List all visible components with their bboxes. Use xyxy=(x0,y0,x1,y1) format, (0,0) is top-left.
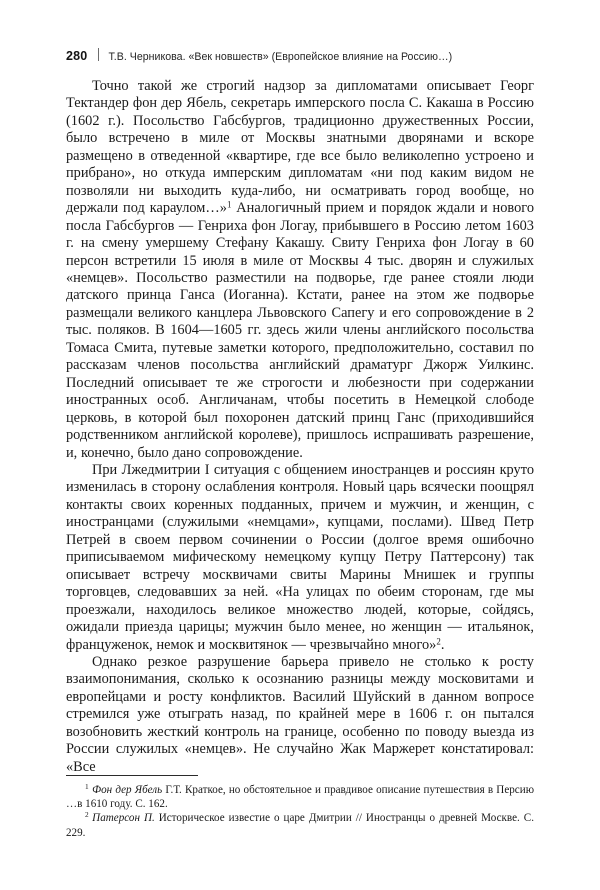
running-head xyxy=(66,47,536,63)
paragraph-1-lead: Точно такой же строгий надзор за дипломатами описывает Георг Тектандер фон дер Ябель, секретарь имперского посла С. Какаша в Россию (1602 г.). Посольство Габсбургов, традиционно дружественных России, было встречено в миле от Москвы знатными дворянами и вскоре размещено в отведенной «квартире, где все было великолепно устроено и прибрано», но откуда имперским дипломатам «ни под каким видом не позволяли ни выходить куда-либо, ни осматривать город вообще, но держали под караулом…» xyxy=(66,78,534,217)
running-head-title: Т.В. Черникова. «Век новшеств» (Европейское влияние на Россию…) xyxy=(108,51,453,63)
running-head-divider xyxy=(98,48,99,61)
footnote-2-number: 2 xyxy=(85,810,89,820)
paragraph-3-lead: Однако резкое разрушение барьера привело не столько к росту взаимопонимания, сколько к осознанию разницы между московитами и европейцами и росту конфликтов. Василий Шуйский в данном вопросе стремился уже отыграть назад, по крайней мере в 1606 г. он пытался возобновить жесткий контроль на границе, особенно по поводу выезда из России служилых «немцев». Не случайно Жак Маржерет констатировал: «Все xyxy=(66,653,534,775)
body-text-block xyxy=(66,78,534,776)
paragraph-2 xyxy=(66,462,534,654)
footnote-2-author: Патерсон П. xyxy=(92,812,155,825)
footnote-marker-2[interactable]: 2 xyxy=(436,635,441,646)
page-number: 280 xyxy=(66,49,88,63)
footnote-1-author: Фон дер Ябель xyxy=(92,784,163,796)
footnote-1 xyxy=(66,783,534,811)
footnote-2-text: Историческое известие о царе Дмитрии // Иностранцы о древней Москве. С. 229. xyxy=(66,812,534,839)
footnotes-section xyxy=(66,775,534,840)
paragraph-1-tail: Аналогичный прием и порядок ждали и нового посла Габсбургов — Генриха фон Логау, прибывшего в Россию летом 1603 г. на смену умершему Стефану Какашу. Свиту Генриха фон Логау в 60 персон встретили 15 июля в миле от Москвы 4 тыс. дворян и служилых «немцев». Посольство разместили на подворье, где ранее стояли люди датского принца Ганса (Иоганна). Кстати, ранее на этом же подворье размещали великого канцлера Львовского Сапегу и его сопровождение в 2 тыс. поляков. В 1604—1605 гг. здесь жили члены английского посольства Томаса Смита, путевые заметки которого, предположительно, составил по рассказам членов посольства английский драматург Джорж Уилкинс. Последний описывает те же строгости и любезности при содержании иностранных особ. Англичанам, чтобы посетить в Немецкой слободе церковь, в которой был похоронен датский принц Ганс (приходившийся родственником английской королеве), пришлось испрашивать разрешение, и, конечно, было дано сопровождение. xyxy=(66,200,535,461)
paragraph-1 xyxy=(66,78,534,462)
footnote-1-number: 1 xyxy=(85,781,89,791)
footnote-marker-1[interactable]: 1 xyxy=(226,199,232,210)
footnote-2 xyxy=(66,811,534,839)
paragraph-2-lead: При Лжедмитрии I ситуация с общением иностранцев и россиян круто изменилась в сторону ослабления контроля. Новый царь всячески поощрял контакты своих коренных подданных, причем и мужчин, и женщин, с иностранцами (служилыми «немцами», купцами, послами). Швед Петр Петрей в своем первом сочинении о России (долгое время ошибочно приписываемом мифическому немецкому купцу Петру Паттерсону) так описывает встречу москвичами свиты Марины Мнишек и группы торговцев, следовавших за ней. «На улицах по обеим сторонам, где мы проезжали, находилось великое множество людей, которые, сойдясь, ожидали приезда царицы; мужчин было менее, но женщин — итальянок, француженок, немок и москвитянок — чрезвычайно много» xyxy=(66,461,534,653)
paragraph-2-tail: . xyxy=(440,636,445,653)
footnote-separator-rule xyxy=(66,775,198,776)
paragraph-3 xyxy=(66,654,534,776)
footnote-1-text: Г.Т. Краткое, но обстоятельное и правдивое описание путешествия в Персию …в 1610 году. С. 162. xyxy=(66,784,534,811)
